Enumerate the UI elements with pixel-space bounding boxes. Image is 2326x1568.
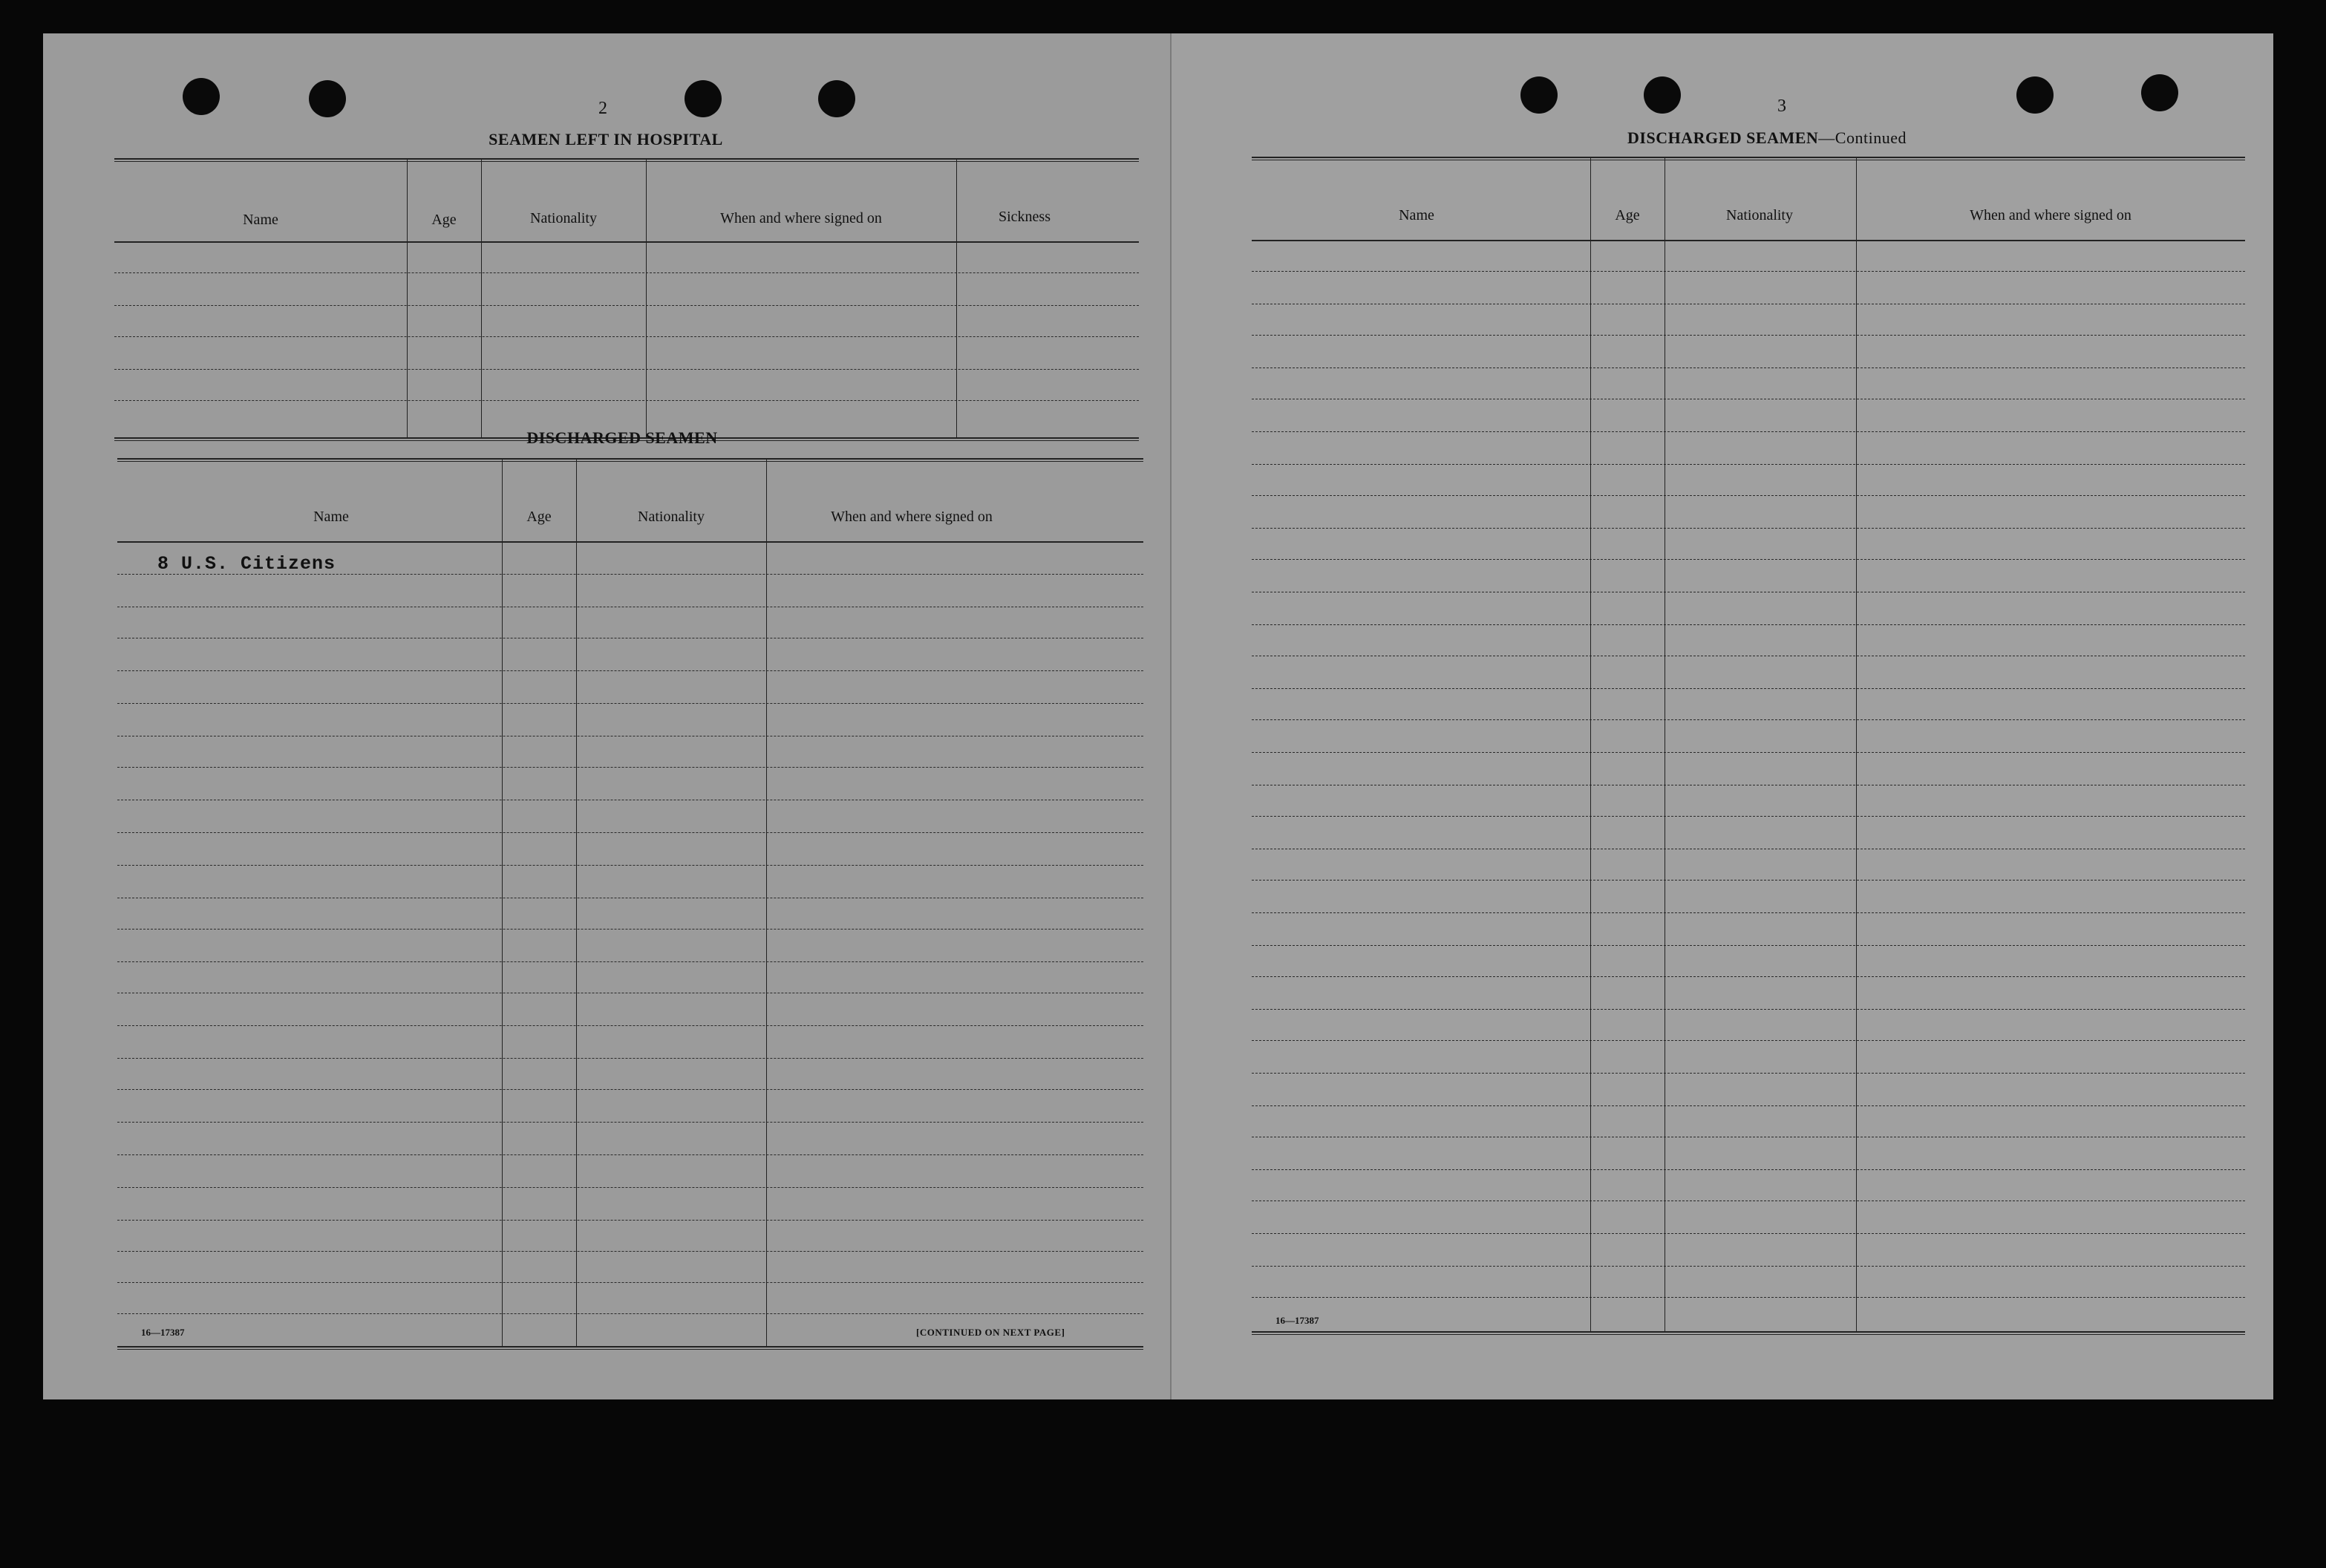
form-number: 16—17387 [1275,1315,1319,1326]
col-header-age: Age [431,212,457,228]
title-continued: —Continued [1818,128,1907,147]
page-3 [1172,33,2273,1399]
page-number: 3 [1777,97,1786,116]
document-sheet [43,33,2273,1399]
col-header-nationality: Nationality [1726,207,1793,223]
discharged-table [117,458,1143,1356]
col-header-signed-on: When and where signed on [720,210,882,226]
col-header-name: Name [243,212,278,228]
punch-hole [818,80,855,117]
col-header-name: Name [1399,207,1434,223]
punch-hole [685,80,722,117]
col-header-name: Name [313,509,349,525]
punch-hole [1644,76,1681,114]
punch-hole [2141,74,2178,111]
hospital-title: SEAMEN LEFT IN HOSPITAL [489,130,723,148]
col-header-nationality: Nationality [638,509,705,525]
form-number: 16—17387 [141,1327,185,1338]
col-header-signed-on: When and where signed on [1970,207,2131,223]
hospital-table [114,158,1139,442]
punch-hole [183,78,220,115]
punch-hole [2016,76,2054,114]
col-header-signed-on: When and where signed on [831,509,993,525]
col-header-sickness: Sickness [999,209,1051,225]
punch-hole [309,80,346,117]
page-2 [43,33,1172,1399]
col-header-age: Age [526,509,552,525]
discharged-continued-title [1627,128,1907,148]
col-header-nationality: Nationality [530,210,597,226]
page-number: 2 [598,99,607,118]
punch-hole [1520,76,1558,114]
discharged-continued-table [1252,157,2245,1353]
discharged-title: DISCHARGED SEAMEN [526,428,718,447]
discharged-entry-name: 8 U.S. Citizens [157,553,336,575]
col-header-age: Age [1615,207,1640,223]
title-main: DISCHARGED SEAMEN [1627,128,1819,147]
continued-note: [CONTINUED ON NEXT PAGE] [916,1327,1065,1338]
